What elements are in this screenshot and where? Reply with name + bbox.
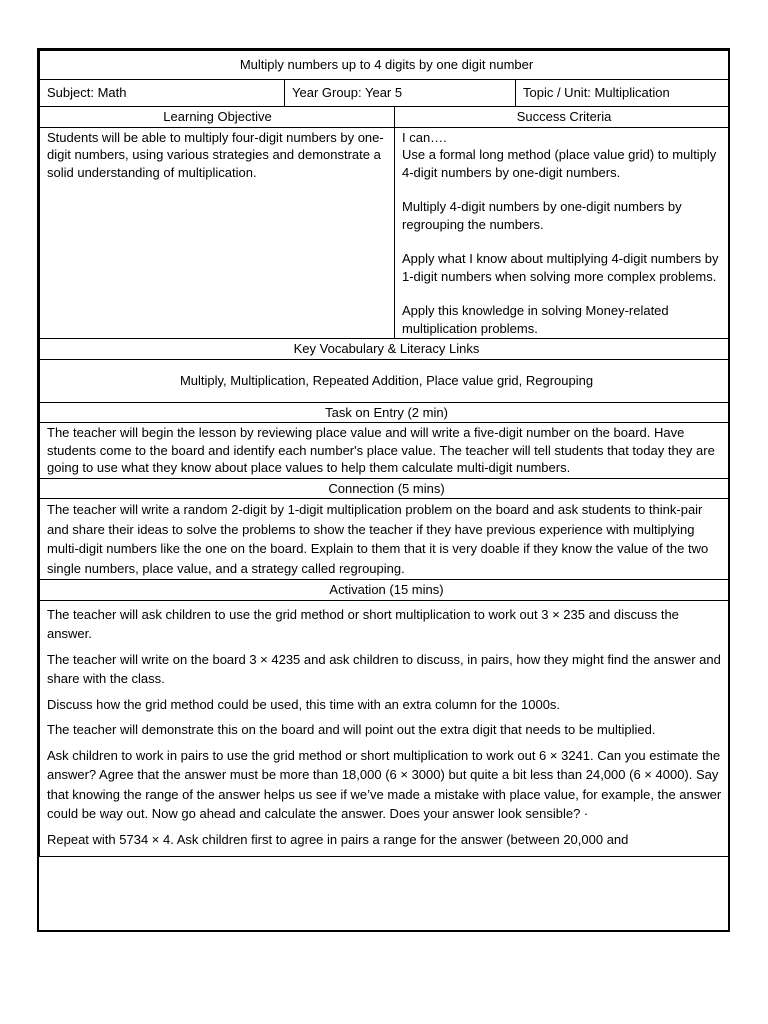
meta-row [40,80,731,107]
activation-paragraph: The teacher will write on the board 3 × 4235 and ask children to discuss, in pairs, how they might find the answer and share with the class. [47,651,721,686]
activation-text [40,600,731,857]
connection-row [40,499,731,580]
learning-objective-text: Students will be able to multiply four-digit numbers by one-digit numbers, using various strategies and demonstrate a solid understanding of multiplication. [40,127,395,339]
subject-cell: Subject: Math [40,80,285,107]
title-row [40,51,731,80]
activation-paragraph: Repeat with 5734 × 4. Ask children first to agree in pairs a range for the answer (between 20,000 and [47,831,629,847]
activation-paragraph: The teacher will ask children to use the grid method or short multiplication to work out 3 × 235 and discuss the answer. [47,606,679,641]
success-criteria-header: Success Criteria [395,107,731,128]
vocabulary-text: Multiply, Multiplication, Repeated Addition, Place value grid, Regrouping [40,359,731,402]
activation-header: Activation (15 mins) [40,580,731,601]
vocabulary-header: Key Vocabulary & Literacy Links [40,339,731,360]
task-entry-row [40,423,731,479]
objective-header-row [40,107,731,128]
year-group-cell: Year Group: Year 5 [285,80,516,107]
connection-header-row [40,478,731,499]
activation-row [40,600,731,857]
vocabulary-row [40,359,731,402]
success-criterion: I can…. Use a formal long method (place value grid) to multiply 4-digit numbers by one-digit numbers. [402,129,717,180]
success-criterion: Apply this knowledge in solving Money-related multiplication problems. [402,303,669,336]
task-entry-header-row [40,402,731,423]
activation-paragraph: Ask children to work in pairs to use the grid method or short multiplication to work out 6 × 3241. Can you estimate the answer? Agree that the answer must be more than 18,000 (6 × 3000) but quite a bit less than 24,000 (6 × 4000). Say that knowing the range of the answer helps us see if we’ve made a mistake with place value, for example, the answer could be way out. Now go ahead and calculate the answer. Does your answer look sensible? · [47,747,722,821]
activation-paragraph: Discuss how the grid method could be used, this time with an extra column for the 1000s. [47,696,561,712]
success-criterion: Apply what I know about multiplying 4-digit numbers by 1-digit numbers when solving more complex problems. [402,251,719,284]
connection-text: The teacher will write a random 2-digit by 1-digit multiplication problem on the board and ask students to think-pair and share their ideas to solve the problems to show the teacher if they have previous experience with multiplying multi-digit numbers like the one on the board. Explain to them that it is very doable if they know the value of the two single numbers, place value, and a strategy called regrouping. [40,499,731,580]
success-criterion: Multiply 4-digit numbers by one-digit numbers by regrouping the numbers. [402,199,682,232]
topic-cell: Topic / Unit: Multiplication [516,80,731,107]
vocabulary-header-row [40,339,731,360]
lesson-plan-sheet [37,48,730,932]
lesson-plan-table [39,50,730,857]
activation-header-row [40,580,731,601]
task-entry-header: Task on Entry (2 min) [40,402,731,423]
learning-objective-header: Learning Objective [40,107,395,128]
connection-header: Connection (5 mins) [40,478,731,499]
success-criteria-list [395,127,731,339]
task-entry-text: The teacher will begin the lesson by reviewing place value and will write a five-digit number on the board. Have students come to the board and identify each number's place value. The teacher will tell students that today they are going to use what they know about place values to help them calculate multi-digit numbers. [40,423,731,479]
lesson-title: Multiply numbers up to 4 digits by one digit number [40,51,731,80]
activation-paragraph: The teacher will demonstrate this on the board and will point out the extra digit that needs to be multiplied. [47,722,656,737]
objective-row [40,127,731,339]
